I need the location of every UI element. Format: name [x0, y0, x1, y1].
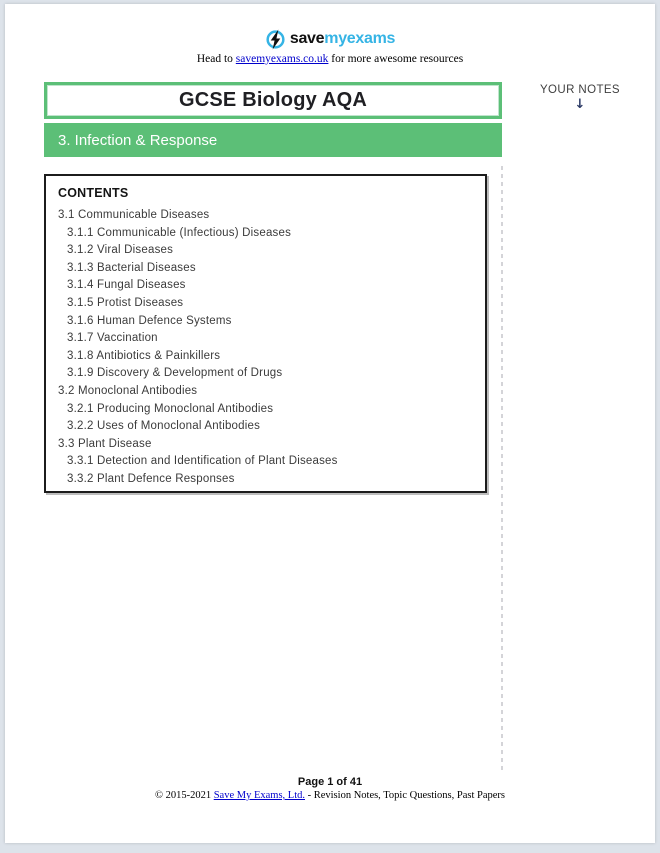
contents-item[interactable]: 3.1.6 Human Defence Systems [67, 314, 232, 327]
course-title: GCSE Biology AQA [178, 89, 368, 111]
copyright-prefix: © 2015-2021 [154, 790, 214, 801]
topic-banner-label: 3. Infection & Response [58, 131, 218, 149]
notes-divider-dashed-line [501, 166, 503, 770]
page-header [5, 28, 655, 65]
copyright-line [5, 790, 655, 801]
your-notes-block [520, 84, 640, 112]
header-tagline [5, 53, 655, 65]
contents-item[interactable]: 3.1.3 Bacterial Diseases [67, 261, 196, 274]
tagline-prefix: Head to [196, 53, 236, 65]
contents-item[interactable]: 3.1.5 Protist Diseases [67, 296, 184, 309]
copyright-suffix: - Revision Notes, Topic Questions, Past Papers [304, 790, 506, 801]
contents-box [44, 174, 487, 493]
lightning-bolt-icon [265, 29, 286, 50]
contents-item[interactable]: 3.1.9 Discovery & Development of Drugs [67, 367, 283, 380]
document-page [5, 4, 655, 843]
contents-item[interactable]: 3.1.2 Viral Diseases [67, 244, 174, 257]
down-arrow-icon: ↓ [574, 97, 586, 112]
brand-logo [5, 28, 655, 50]
page-footer [5, 776, 655, 801]
contents-list [58, 207, 477, 489]
brand-logo-text [290, 30, 395, 48]
contents-item[interactable]: 3.3 Plant Disease [58, 437, 152, 450]
contents-heading: CONTENTS [58, 186, 129, 200]
savemyexams-link[interactable]: savemyexams.co.uk [235, 53, 329, 65]
contents-item[interactable]: 3.2 Monoclonal Antibodies [58, 384, 198, 397]
your-notes-label: YOUR NOTES [539, 84, 621, 96]
course-title-box [44, 82, 502, 119]
logo-word-save: save [289, 30, 325, 47]
contents-item[interactable]: 3.3.1 Detection and Identification of Plant Diseases [67, 455, 338, 468]
logo-word-myexams: myexams [324, 30, 396, 47]
contents-item[interactable]: 3.1.7 Vaccination [67, 332, 158, 345]
contents-item[interactable]: 3.3.2 Plant Defence Responses [67, 472, 235, 485]
topic-banner [44, 123, 502, 157]
tagline-suffix: for more awesome resources [328, 53, 464, 65]
page-number: Page 1 of 41 [297, 776, 363, 788]
contents-item[interactable]: 3.1.8 Antibiotics & Painkillers [67, 349, 221, 362]
contents-item[interactable]: 3.1 Communicable Diseases [58, 209, 210, 221]
contents-item[interactable]: 3.2.1 Producing Monoclonal Antibodies [67, 402, 274, 415]
copyright-company-link[interactable]: Save My Exams, Ltd. [213, 790, 305, 801]
contents-item[interactable]: 3.1.1 Communicable (Infectious) Diseases [67, 226, 292, 239]
contents-item[interactable]: 3.1.4 Fungal Diseases [67, 279, 186, 292]
contents-item[interactable]: 3.2.2 Uses of Monoclonal Antibodies [67, 420, 261, 433]
